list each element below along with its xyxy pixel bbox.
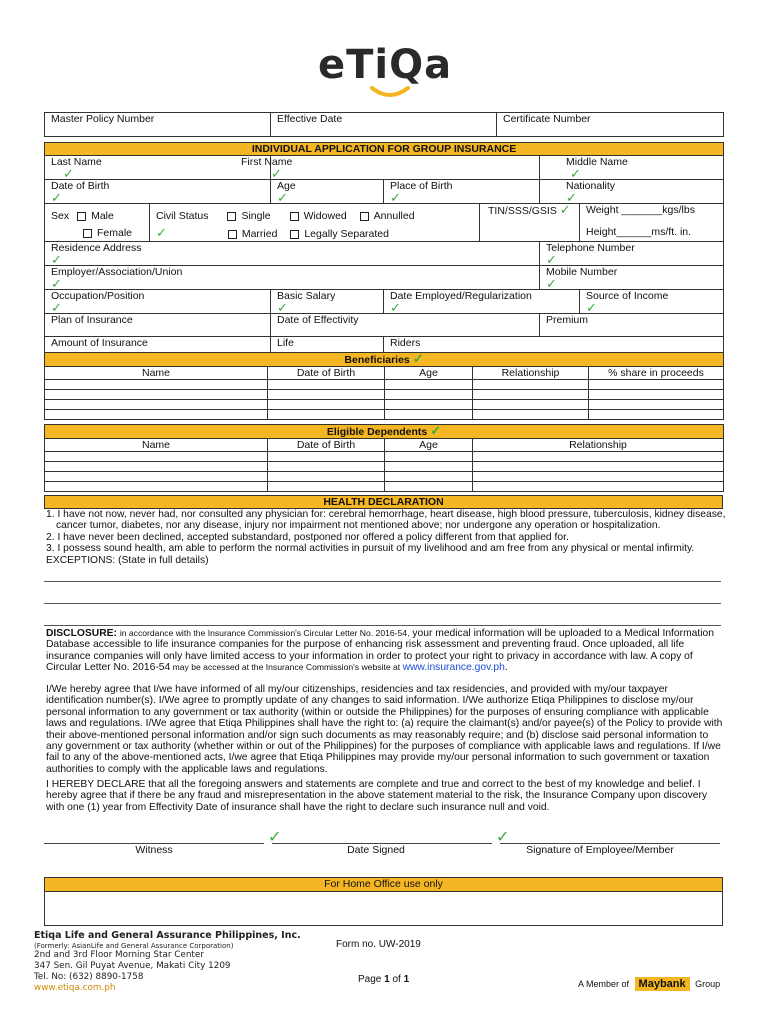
last-name-field[interactable] (45, 156, 271, 180)
first-name-field[interactable] (241, 156, 540, 181)
health-title: HEALTH DECLARATION (45, 496, 723, 509)
mobile-field[interactable] (540, 266, 724, 290)
check-icon: ✓ (570, 166, 581, 181)
table-row[interactable] (45, 400, 724, 410)
table-row[interactable] (45, 452, 724, 462)
health-item: 1. I have not now, never had, nor consulted any physician for: cerebral hemorrhage, heart disease, high blood pressure, tuberculosis, kidney disease, (46, 509, 726, 520)
logo-text: eTiQa (318, 42, 453, 88)
last-name-label: Last Name (51, 156, 102, 168)
column-header: Date of Birth (268, 439, 385, 452)
middle-name-label: Middle Name (566, 156, 628, 168)
etiqa-logo (318, 42, 468, 102)
health-declaration-text (46, 509, 726, 566)
health-item: 2. I have never been declined, accepted substandard, postponed nor offered a policy different from that applied for. (46, 531, 569, 543)
single-label: Single (241, 210, 271, 222)
check-icon: ✓ (496, 829, 510, 846)
check-icon: ✓ (390, 300, 401, 315)
smile-icon (370, 86, 410, 100)
date-employed-field[interactable] (384, 290, 580, 314)
residence-label: Residence Address (51, 242, 142, 254)
basic-salary-field[interactable] (271, 290, 384, 314)
check-icon: ✓ (546, 276, 557, 291)
company-info (34, 930, 301, 994)
single-checkbox[interactable] (227, 212, 236, 221)
age-field[interactable] (271, 180, 384, 204)
beneficiaries-table (44, 352, 724, 420)
date-employed-label: Date Employed/Regularization (390, 290, 532, 302)
life-field[interactable]: Life (271, 337, 384, 360)
table-row[interactable] (45, 462, 724, 472)
address-line: 2nd and 3rd Floor Morning Star Center (34, 950, 204, 960)
female-label: Female (97, 227, 133, 239)
form-number: Form no. UW-2019 (336, 939, 421, 950)
disclosure-end: . (504, 662, 508, 674)
exceptions-line[interactable] (44, 581, 721, 582)
married-checkbox[interactable] (228, 230, 237, 239)
check-icon: ✓ (390, 190, 401, 205)
dependents-table (44, 424, 724, 492)
employer-label: Employer/Association/Union (51, 266, 183, 278)
home-office-title: For Home Office use only (45, 878, 723, 892)
table-row[interactable] (45, 390, 724, 400)
nationality-field[interactable] (540, 180, 724, 204)
dob-field[interactable] (45, 180, 271, 204)
beneficiaries-title-text: Beneficiaries (344, 354, 410, 366)
column-header: Name (45, 439, 268, 452)
certificate-number-field[interactable]: Certificate Number (497, 113, 724, 137)
widowed-checkbox[interactable] (290, 212, 299, 221)
column-header: Relationship (473, 367, 589, 380)
page-total: 1 (403, 974, 410, 985)
health-item: cancer tumor, diabetes, nor any disease, injury nor impairment not mentioned above; nor undergone any operation or hospitalization. (56, 520, 661, 532)
source-income-field[interactable] (580, 290, 724, 314)
etiqa-website-link[interactable]: www.etiqa.com.ph (34, 983, 116, 993)
formerly-text: (Formerly: AsianLife and General Assurance Corporation) (34, 942, 234, 950)
telephone-text: Tel. No: (632) 8890-1758 (34, 972, 144, 982)
first-name-label: First Name (241, 156, 293, 168)
source-income-label: Source of Income (586, 290, 669, 302)
section-title: INDIVIDUAL APPLICATION FOR GROUP INSURANCE (45, 143, 724, 156)
annulled-label: Annulled (373, 210, 415, 222)
disclosure-paragraph (46, 628, 726, 674)
amount-field[interactable]: Amount of Insurance (45, 337, 271, 360)
exceptions-line[interactable] (44, 603, 721, 604)
residence-field[interactable] (45, 242, 540, 266)
tin-label: TIN/SSS/GSIS (488, 205, 557, 217)
male-checkbox[interactable] (77, 212, 86, 221)
beneficiaries-title (45, 353, 724, 367)
dependents-title-text: Eligible Dependents (326, 426, 428, 438)
civil-status-field (150, 204, 480, 242)
age-label: Age (277, 180, 296, 192)
date-signed-label: Date Signed (347, 844, 405, 856)
maybank-member (578, 977, 720, 991)
column-header: % share in proceeds (589, 367, 724, 380)
basic-salary-label: Basic Salary (277, 290, 336, 302)
employer-field[interactable] (45, 266, 540, 290)
effective-date-field[interactable]: Effective Date (271, 113, 497, 137)
check-icon: ✓ (51, 276, 62, 291)
middle-name-field[interactable] (540, 156, 724, 180)
occupation-field[interactable] (45, 290, 271, 314)
check-icon: ✓ (63, 166, 74, 181)
check-icon: ✓ (430, 423, 442, 438)
dependents-title (45, 425, 724, 439)
plan-field[interactable]: Plan of Insurance (45, 314, 271, 337)
premium-field[interactable]: Premium (540, 314, 724, 337)
disclosure-text: in accordance with the Insurance Commission's Circular Letter No. 2016-54, (119, 628, 410, 638)
home-office-table (44, 877, 723, 926)
witness-label: Witness (135, 844, 173, 856)
exceptions-line[interactable] (44, 625, 721, 626)
page-mid: of (389, 974, 404, 985)
column-header: Date of Birth (268, 367, 385, 380)
check-icon: ✓ (412, 351, 424, 366)
weight-label: Weight _______kgs/lbs (586, 204, 695, 216)
height-label: Height______ms/ft. in. (586, 226, 692, 238)
annulled-checkbox[interactable] (360, 212, 369, 221)
civil-status-label: Civil Status (156, 210, 209, 222)
check-icon: ✓ (51, 190, 62, 205)
column-header: Age (385, 367, 473, 380)
legally-separated-checkbox[interactable] (290, 230, 299, 239)
occupation-label: Occupation/Position (51, 290, 145, 302)
check-icon: ✓ (559, 202, 571, 217)
tin-field[interactable] (480, 204, 580, 242)
male-label: Male (91, 210, 114, 222)
weight-height-field[interactable] (580, 204, 724, 242)
page-prefix: Page (358, 974, 385, 985)
nationality-label: Nationality (566, 180, 616, 192)
member-prefix: A Member of (578, 979, 630, 989)
exceptions-label: EXCEPTIONS: (State in full details) (46, 554, 209, 566)
place-of-birth-label: Place of Birth (390, 180, 453, 192)
insurance-gov-link[interactable]: www.insurance.gov.ph (402, 662, 505, 674)
telephone-field[interactable] (540, 242, 724, 266)
column-header: Relationship (473, 439, 724, 452)
check-icon: ✓ (586, 300, 597, 315)
check-icon: ✓ (51, 252, 62, 267)
place-of-birth-field[interactable] (384, 180, 540, 204)
legally-separated-label: Legally Separated (304, 228, 389, 240)
telephone-label: Telephone Number (546, 242, 635, 254)
check-icon: ✓ (277, 300, 288, 315)
female-checkbox[interactable] (83, 229, 92, 238)
disclosure-text: may be accessed at the Insurance Commission's website at (170, 662, 403, 673)
table-row[interactable] (45, 482, 724, 492)
page-number (358, 974, 409, 985)
top-fields-table (44, 112, 724, 137)
table-row[interactable] (45, 472, 724, 482)
maybank-logo: Maybank (635, 977, 690, 991)
check-icon: ✓ (268, 829, 282, 846)
date-effectivity-field[interactable]: Date of Effectivity (271, 314, 540, 337)
sex-field (45, 204, 150, 242)
check-icon: ✓ (271, 166, 282, 181)
master-policy-number-field[interactable]: Master Policy Number (45, 113, 271, 137)
disclosure-label: DISCLOSURE: (46, 628, 117, 639)
member-suffix: Group (695, 979, 721, 989)
check-icon: ✓ (51, 300, 62, 315)
dob-label: Date of Birth (51, 180, 110, 192)
check-icon: ✓ (156, 225, 167, 240)
health-item: 3. I possess sound health, am able to perform the normal activities in pursuit of my livelihood and am free from any physical or mental infirmity. (46, 543, 695, 555)
column-header: Name (45, 367, 268, 380)
sex-label: Sex (51, 210, 70, 222)
page-current: 1 (384, 974, 390, 985)
check-icon: ✓ (277, 190, 288, 205)
application-table (44, 142, 724, 360)
declaration-paragraph: I HEREBY DECLARE that all the foregoing answers and statements are complete and true and correct to the best of my knowledge and belief. I hereby agree that if there be any fraud and misrepresentation in the above statement material to the risk, the Insurance Company upon discovery with one (1) year from Effectivity Date of insurance shall have the right to declare such insurance null and void. (46, 779, 708, 813)
riders-field[interactable]: Riders (384, 337, 724, 360)
check-icon: ✓ (546, 252, 557, 267)
home-office-box[interactable] (45, 892, 723, 926)
company-name: Etiqa Life and General Assurance Philippines, Inc. (34, 930, 301, 941)
column-header: Age (385, 439, 473, 452)
employee-signature-label: Signature of Employee/Member (526, 844, 674, 856)
table-row[interactable] (45, 380, 724, 390)
address-line: 347 Sen. Gil Puyat Avenue, Makati City 1209 (34, 961, 231, 971)
health-header-table (44, 495, 723, 509)
disclosure-text: your medical information will be uploaded to a Medical Information Database accessible to life insurance companies for the purpose of enhancing risk assessment and preventing fraud. Once uploaded, all life insurance companies will only have limited access to your information in order to protect your right to privacy in accordance with law. A copy of Circular Letter No. 2016-54 (46, 628, 714, 674)
married-label: Married (241, 228, 278, 240)
agreement-paragraph: I/We hereby agree that I/we have informed of all my/our citizenships, residencies and tax residencies, and provided with my/our taxpayer identification number(s). I/We agree to promptly update of any changes to said information. I/We authorize Etiqa Philippines to disclose my/our personal information to any government or tax authority (within or outside the Philippines) for the purposes of ensuring compliance with applicable laws and regulations. I/We agree that Etiqa Philippines shall have the right to: (a) require the claimant(s) and/or payee(s) of the Policy to provide with their above-mentioned personal information and/or sign such documents as may reasonably require; and (b) disclose said personal information to any government or tax authority (whether within or out of the Philippines) for the purposes of compliance with applicable laws and regulations. If I/we fail to any of the above-mentioned acts, I/we agree that Etiqa Philippines may provide my/our personal information to such government or taxation authorities to comply with the applicable laws and regulations. (46, 684, 723, 775)
widowed-label: Widowed (303, 210, 347, 222)
table-row[interactable] (45, 410, 724, 420)
check-icon: ✓ (566, 190, 577, 205)
mobile-label: Mobile Number (546, 266, 618, 278)
